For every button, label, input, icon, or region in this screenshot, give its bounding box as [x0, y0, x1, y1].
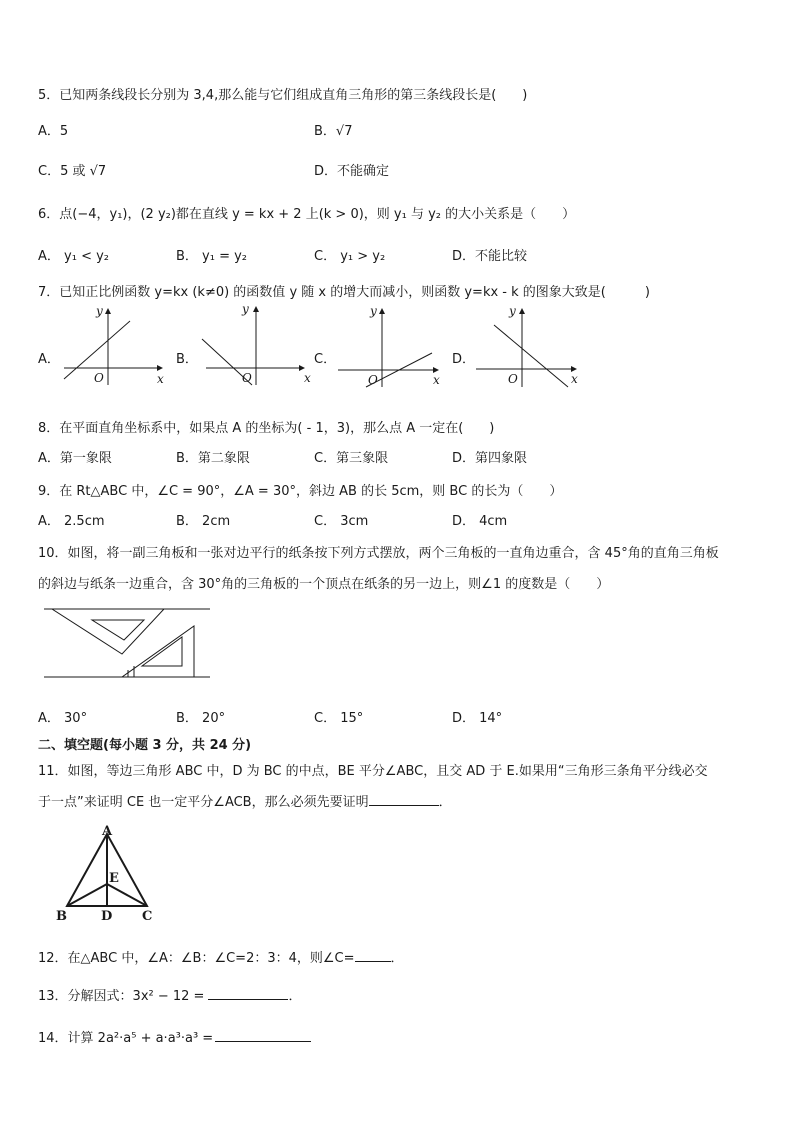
q5-option-c: C．5 或 √7: [38, 164, 107, 179]
q12-answer-blank[interactable]: [355, 948, 391, 962]
q11-label-a: A: [102, 824, 113, 839]
q14-answer-blank[interactable]: [215, 1028, 311, 1042]
q11-label-b: B: [56, 909, 67, 924]
q7-d-axis-y: y: [509, 304, 516, 318]
q7-graph-a: [60, 303, 170, 388]
q11-stem-line1: 11．如图，等边三角形 ABC 中，D 为 BC 的中点，BE 平分∠ABC，且交 AD 于 E.如果用“三角形三条角平分线必交: [38, 764, 708, 779]
q11-answer-blank[interactable]: [369, 792, 439, 806]
q8-option-b: B．第二象限: [176, 451, 250, 466]
q7-d-axis-x: x: [571, 372, 578, 386]
q6-option-d: D．不能比较: [452, 249, 528, 264]
q7-option-d: D．: [452, 352, 476, 367]
q11-label-e: E: [109, 871, 119, 886]
q10-option-a: A． 30°: [38, 711, 88, 726]
q7-c-origin: O: [368, 373, 378, 387]
q13-end: ．: [288, 989, 302, 1004]
q6-stem: 6．点(−4，y₁)，(2 y₂)都在直线 y = kx + 2 上(k > 0)，则 y₁ 与 y₂ 的大小关系是（ ）: [38, 207, 576, 222]
q8-option-a: A．第一象限: [38, 451, 112, 466]
q13-answer-blank[interactable]: [208, 986, 288, 1000]
q9-stem: 9．在 Rt△ABC 中，∠C = 90°，∠A = 30°，斜边 AB 的长 5cm，则 BC 的长为（ ）: [38, 484, 563, 499]
q8-option-c: C．第三象限: [314, 451, 389, 466]
q7-c-axis-x: x: [433, 373, 440, 387]
q7-a-origin: O: [94, 371, 104, 385]
q5-stem: 5．已知两条线段长分别为 3,4,那么能与它们组成直角三角形的第三条线段长是( ): [38, 88, 528, 103]
q10-figure: [44, 604, 214, 684]
q7-option-b: B．: [176, 352, 198, 367]
q12-row: [38, 947, 404, 966]
q13-row: [38, 985, 301, 1004]
q7-d-origin: O: [508, 372, 518, 386]
q5-option-d: D．不能确定: [314, 164, 390, 179]
q7-graph-c: [336, 303, 446, 388]
q8-stem: 8．在平面直角坐标系中，如果点 A 的坐标为( - 1，3)，那么点 A 一定在( ): [38, 421, 495, 436]
q9-option-b: B． 2cm: [176, 514, 231, 529]
q11-label-c: C: [142, 909, 153, 924]
q9-option-d: D． 4cm: [452, 514, 508, 529]
q10-stem-line1: 10．如图，将一副三角板和一张对边平行的纸条按下列方式摆放，两个三角板的一直角边重合，含 45°角的直角三角板: [38, 546, 719, 561]
q7-b-origin: O: [242, 371, 252, 385]
q8-option-d: D．第四象限: [452, 451, 528, 466]
q7-a-axis-x: x: [157, 372, 164, 386]
q7-option-c: C．: [314, 352, 337, 367]
q5-option-b: B．√7: [314, 124, 353, 139]
q6-option-b: B． y₁ = y₂: [176, 249, 248, 264]
q12-stem: 12．在△ABC 中，∠A：∠B：∠C=2：3：4，则∠C=: [38, 951, 355, 966]
q5-option-a: A．5: [38, 124, 69, 139]
q12-end: ．: [390, 951, 404, 966]
q7-option-a: A．: [38, 352, 60, 367]
q13-stem: 13．分解因式：3x² − 12 =: [38, 989, 205, 1004]
q6-option-a: A． y₁ < y₂: [38, 249, 109, 264]
q11-end: ．: [438, 795, 452, 810]
q7-stem: 7．已知正比例函数 y=kx (k≠0) 的函数值 y 随 x 的增大而减小，则函数 y=kx - k 的图象大致是( ): [38, 285, 650, 300]
q7-a-axis-y: y: [96, 304, 103, 318]
q7-b-axis-x: x: [304, 371, 311, 385]
q7-graph-b: [200, 303, 315, 388]
q10-option-c: C． 15°: [314, 711, 364, 726]
q11-figure: [55, 824, 165, 924]
q7-b-axis-y: y: [242, 302, 249, 316]
q14-stem: 14．计算 2a²·a⁵ + a·a³·a³ =: [38, 1031, 214, 1046]
q10-option-d: D． 14°: [452, 711, 503, 726]
q9-option-c: C． 3cm: [314, 514, 369, 529]
q11-label-d: D: [101, 909, 113, 924]
q10-option-b: B． 20°: [176, 711, 226, 726]
q14-row: [38, 1027, 311, 1046]
q7-c-axis-y: y: [370, 304, 377, 318]
q9-option-a: A． 2.5cm: [38, 514, 105, 529]
q7-graph-d: [474, 303, 584, 388]
q6-option-c: C． y₁ > y₂: [314, 249, 386, 264]
section2-title: 二、填空题(每小题 3 分，共 24 分): [38, 738, 252, 753]
q10-stem-line2: 的斜边与纸条一边重合，含 30°角的三角板的一个顶点在纸条的另一边上，则∠1 的度数是（ ）: [38, 577, 610, 592]
q11-stem-line2: 于一点”来证明 CE 也一定平分∠ACB，那么必须先要证明: [38, 795, 369, 810]
q11-stem-line2-row: [38, 791, 452, 810]
